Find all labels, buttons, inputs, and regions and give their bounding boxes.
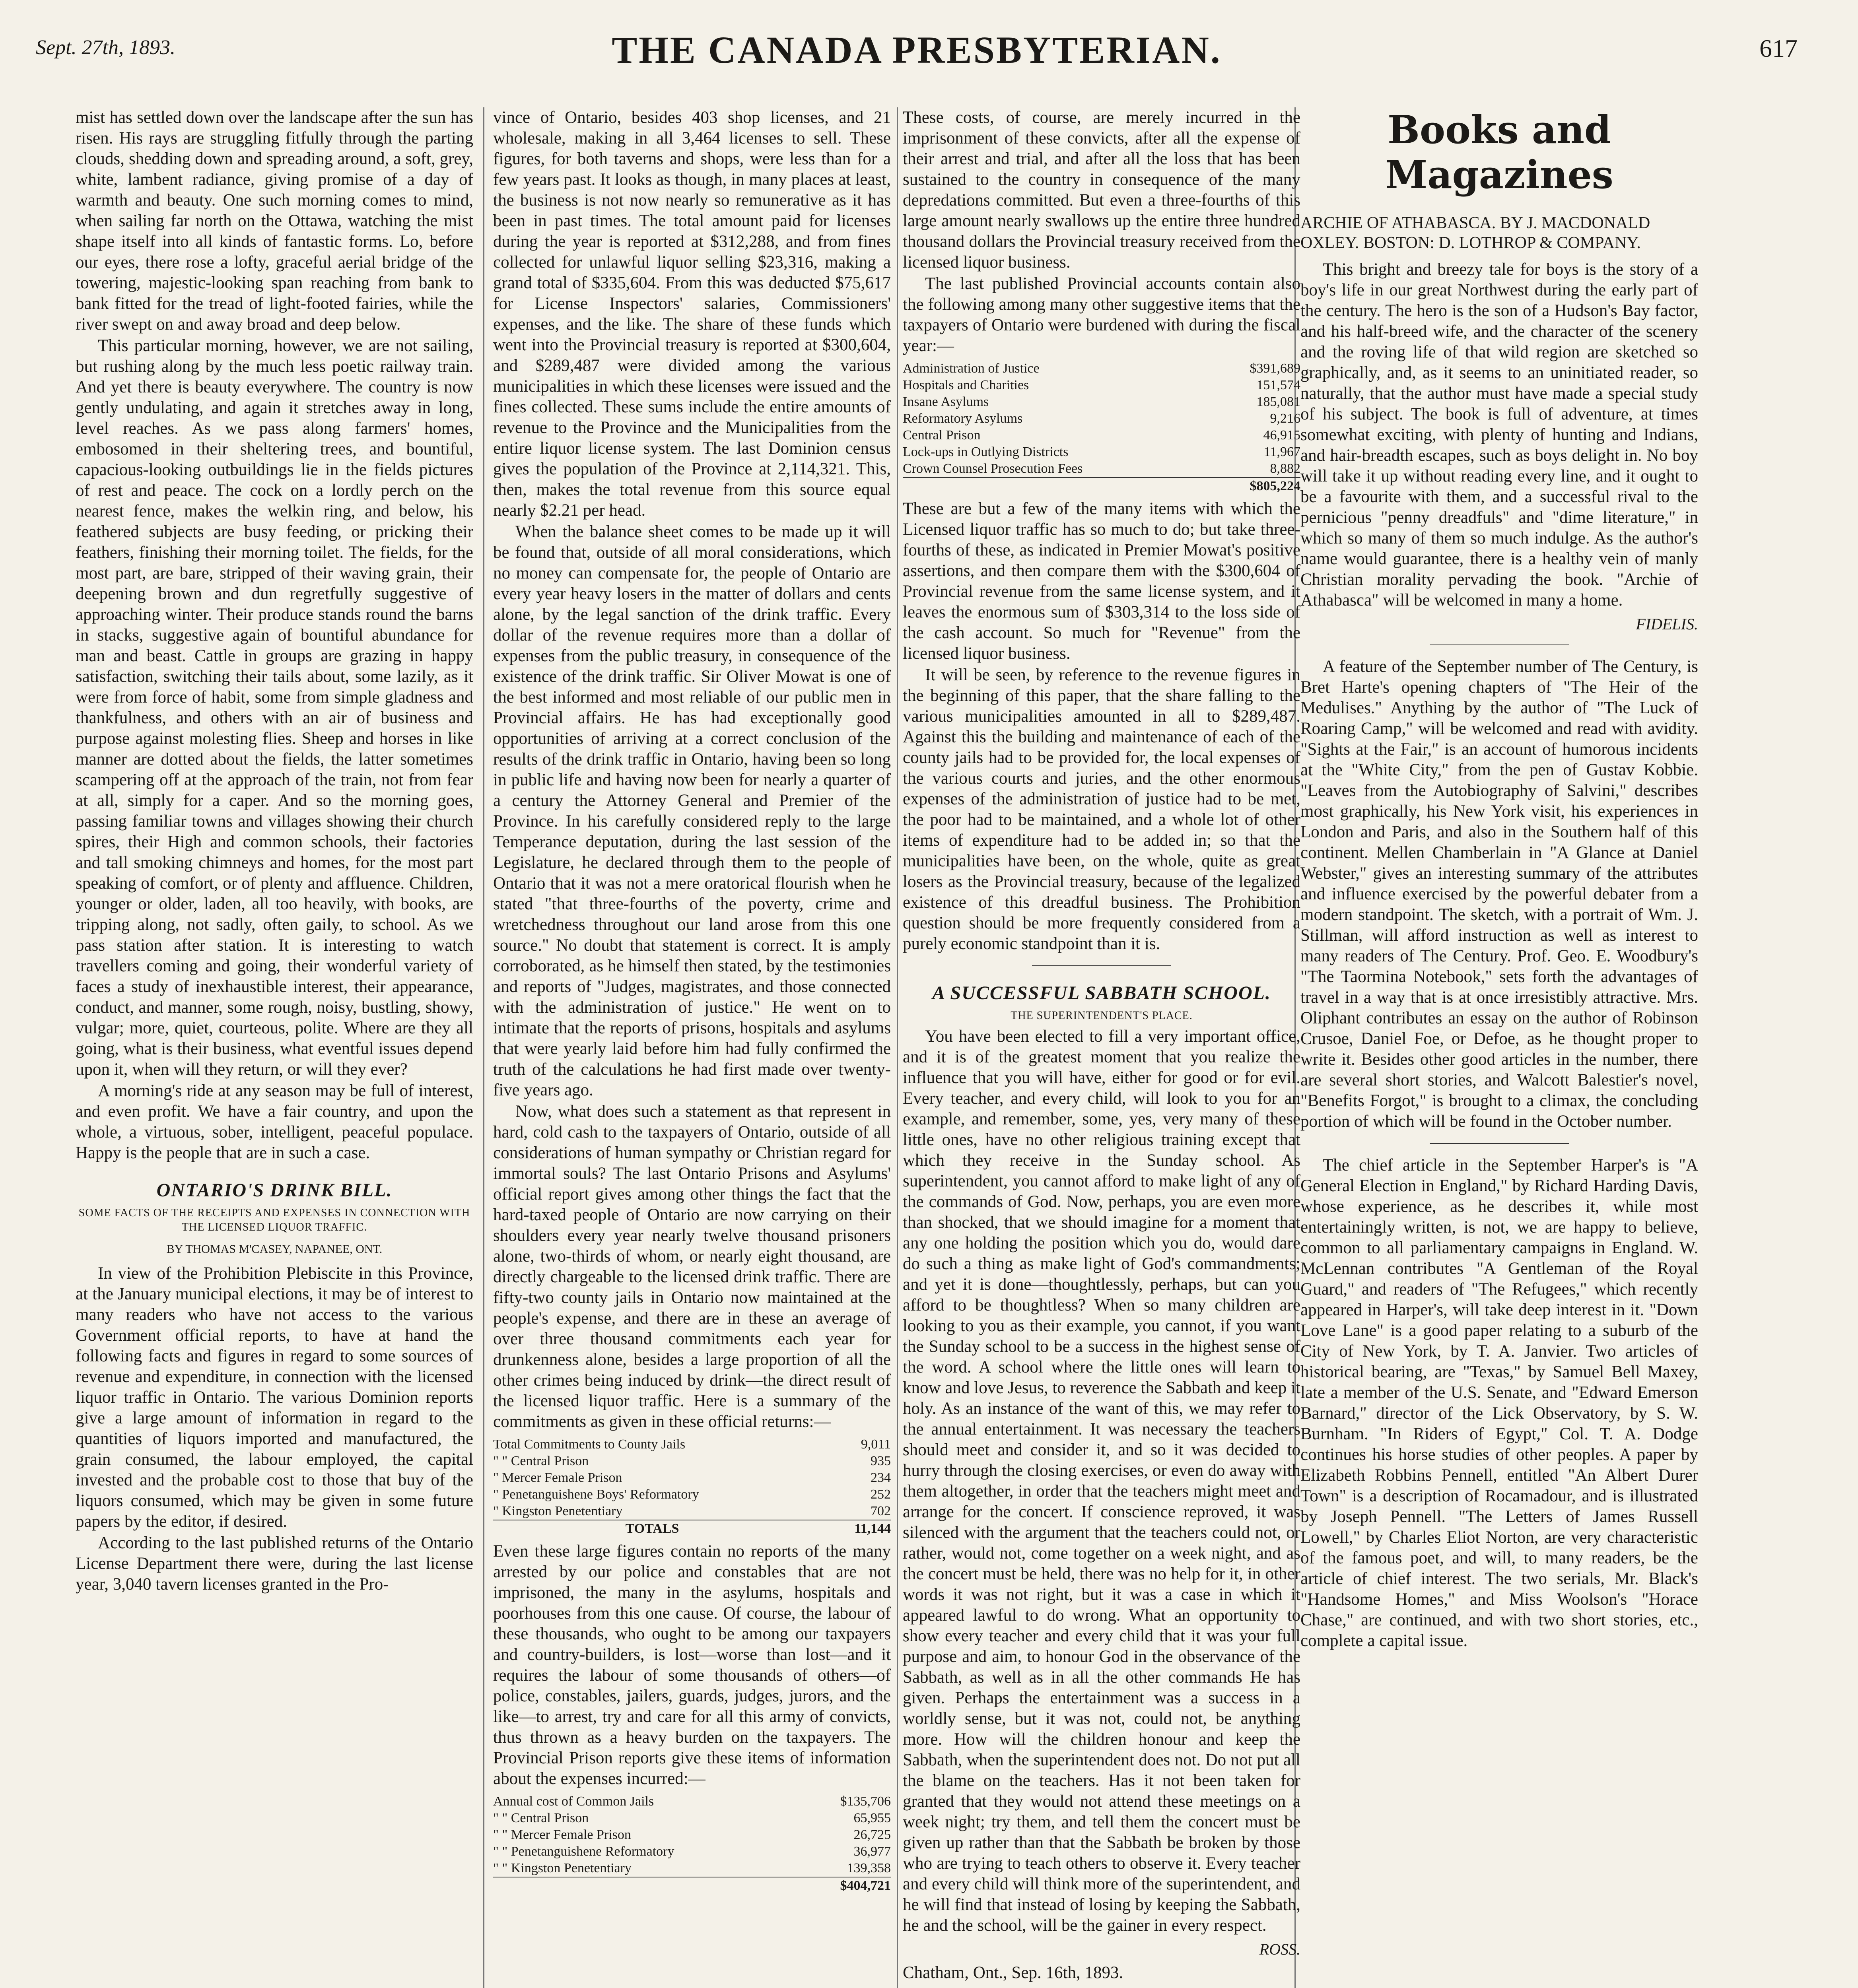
paragraph: According to the last published returns of the Ontario License Department there were, during the last license year, 3,040 tavern licenses granted in the Pro- bbox=[76, 1534, 473, 1594]
table-cell-amount: 65,955 bbox=[853, 1811, 891, 1825]
table-cell-label: Lock-ups in Outlying Districts bbox=[903, 445, 1069, 459]
newspaper-title: THE CANADA PRESBYTERIAN. bbox=[612, 29, 1222, 71]
article-signoff: Chatham, Ont., Sep. 16th, 1893. bbox=[903, 1963, 1123, 1982]
table-row bbox=[493, 1793, 891, 1810]
table-total-row bbox=[493, 1520, 891, 1537]
provincial-accounts-table bbox=[903, 360, 1300, 495]
table-cell-amount: $391,689 bbox=[1250, 361, 1300, 376]
divider bbox=[1032, 965, 1171, 966]
table-cell-amount: 9,011 bbox=[861, 1437, 891, 1452]
paragraph: These costs, of course, are merely incurred in the imprisonment of these convicts, after all the expense of their arrest and trial, and after all the loss that has been sustained to the country in consequence of the many depredations committed. But even a three-fourths of this large amount nearly swallows up the entire three hundred thousand dollars the Provincial treasury received from the licensed liquor business. bbox=[903, 108, 1300, 272]
paragraph: It will be seen, by reference to the revenue figures in the beginning of this paper, that the share falling to the various municipalities amounted in all to $289,487. Against this the building and maintenance of each of the county jails had to be provided for, the local expenses of the various courts and juries, and the other enormous expenses of the administration of justice had to be met, the poor had to be maintained, and a whole lot of other items of expenditure had to be added in; so that the municipalities have been, on the whole, quite as great losers as the Provincial treasury, because of the legalized existence of this dreadful business. The Prohibition question should be more frequently considered from a purely economic standpoint than it is. bbox=[903, 666, 1300, 953]
table-cell-amount: 139,358 bbox=[847, 1861, 891, 1875]
table-total-amount: $404,721 bbox=[811, 1877, 891, 1894]
table-cell-amount: 935 bbox=[871, 1454, 891, 1468]
table-cell-label: Insane Asylums bbox=[903, 394, 989, 409]
table-cell-label: Administration of Justice bbox=[903, 361, 1040, 376]
table-cell-amount: 36,977 bbox=[853, 1844, 891, 1859]
paragraph: This bright and breezy tale for boys is the story of a boy's life in our great Northwest during the early part of the century. The hero is the son of a Hudson's Bay factor, and his half-breed wife, and the character of the scenery and the roving life of that wild region are sketched so graphically, and, as it seems to an uninitiated reader, so naturally, that the author must have made a special study of his subject. The book is full of adventure, at times somewhat exciting, with plenty of hunting and Indians, and hair-breadth escapes, such as boys delight in. No boy will take it up without reading every line, and it ought to be a favourite with them, and a successful rival to the pernicious "penny dreadfuls" and "dime literature," in which so many of them so much indulge. As the author's name would guarantee, there is a healthy vein of manly Christian morality pervading the book. "Archie of Athabasca" will be welcomed in many a home. bbox=[1300, 260, 1698, 610]
divider bbox=[1430, 1143, 1569, 1144]
table-row bbox=[493, 1503, 891, 1520]
paragraph: Even these large figures contain no reports of the many arrested by our police and constables that are not imprisoned, the many in the asylums, hospitals and poorhouses from this one cause. Of course, the labour of these thousands, who ought to be among our taxpayers and country-builders, is lost—worse than lost—and it requires the labour of some thousands of others—of police, constables, jailers, guards, judges, jurors, and the like—to arrest, try and care for all this army of convicts, thus thrown as a heavy burden on the taxpayers. The Provincial Prison reports give these items of information about the expenses incurred:— bbox=[493, 1542, 891, 1788]
expenses-table bbox=[493, 1793, 891, 1894]
table-row bbox=[903, 394, 1300, 410]
table-cell-label: " " Penetanguishene Reformatory bbox=[493, 1844, 674, 1859]
paragraph: vince of Ontario, besides 403 shop licenses, and 21 wholesale, making in all 3,464 licenses to sell. These figures, for both taverns and shops, were less than for a few years past. It looks as though, in many places at least, the business is not now nearly so remunerative as it has been in past times. The total amount paid for licenses during the year is reported at $312,288, and from fines collected for unlawful liquor selling $23,316, making a grand total of $335,604. From this was deducted $75,617 for License Inspectors' salaries, Commissioners' expenses, and the like. The share of these funds which went into the Provincial treasury is reported at $300,604, and $289,487 were divided among the various municipalities in which these licenses were issued and the fines collected. These sums include the entire amounts of revenue to the Province and the Municipalities from the entire liquor license system. The last Dominion census gives the population of the Province at 2,114,321. This, then, makes the total revenue from this source equal nearly $2.21 per head. bbox=[493, 108, 891, 520]
column-rule bbox=[483, 107, 484, 1988]
table-cell-label: Annual cost of Common Jails bbox=[493, 1794, 654, 1809]
page-number: 617 bbox=[1759, 34, 1798, 62]
article-title: ONTARIO'S DRINK BILL. bbox=[156, 1180, 393, 1201]
table-cell-label: " Mercer Female Prison bbox=[493, 1470, 622, 1485]
table-cell-label: Reformatory Asylums bbox=[903, 411, 1023, 426]
article-subtitle: SOME FACTS OF THE RECEIPTS AND EXPENSES IN CONNECTION WITH THE LICENSED LIQUOR TRAFFIC. bbox=[78, 1207, 470, 1233]
table-cell-label: Central Prison bbox=[903, 428, 981, 443]
table-row bbox=[903, 460, 1300, 478]
table-row bbox=[903, 360, 1300, 377]
table-row bbox=[493, 1453, 891, 1470]
paragraph: A feature of the September number of The Century, is Bret Harte's opening chapters of "The Heir of the Medulises." Anything by the author of "The Luck of Roaring Camp," will be welcomed and read with avidity. "Sights at the Fair," is an account of humorous incidents at the "White City," from the pen of Gustav Kobbie. "Leaves from the Autobiography of Salvini," describes most graphically, his New York visit, his experiences in London and Paris, and also in the Southern half of this continent. Mellen Chamberlain in "A Glance at Daniel Webster," gives an interesting summary of the attributes and influence exercised by the powerful debater from a modern standpoint. The sketch, with a portrait of Wm. J. Stillman, will afford instruction as well as interest to many readers of The Century. Prof. Geo. E. Woodbury's "The Taormina Notebook," sets forth the advantages of travel in a way that is at once irresistibly attractive. Mrs. Oliphant contributes an essay on the author of Robinson Crusoe, Daniel Foe, or Defoe, as he thought proper to write it. Besides other good articles in the number, there are several short stories, and Walcott Balestier's novel, "Benefits Forgot," is brought to a climax, the concluding portion of which will be found in the October number. bbox=[1300, 657, 1698, 1131]
table-cell-amount: 185,081 bbox=[1256, 394, 1300, 409]
book-heading: ARCHIE OF ATHABASCA. BY J. MACDONALD OXLEY. BOSTON: D. LOTHROP & COMPANY. bbox=[1300, 214, 1650, 252]
table-total-amount: $805,224 bbox=[1221, 478, 1300, 495]
section-title: Books and Magazines bbox=[1385, 107, 1613, 197]
paragraph: In view of the Prohibition Plebiscite in this Province, at the January municipal elections, it may be of interest to many readers who have not access to the various Government official reports, to have at hand the following facts and figures in regard to some sources of revenue and expenditure, in connection with the licensed liquor traffic in Ontario. The various Dominion reports give a large amount of information in regard to the quantities of liquors imported and manufactured, the grain consumed, the labour employed, the capital invested and the probable cost to those that buy of the liquors consumed, which may be given in some future papers by the editor, if desired. bbox=[76, 1264, 473, 1531]
table-cell-label: " " Central Prison bbox=[493, 1454, 589, 1468]
column-1 bbox=[76, 107, 473, 1988]
table-row bbox=[903, 427, 1300, 444]
masthead bbox=[36, 16, 1798, 76]
article-title: A SUCCESSFUL SABBATH SCHOOL. bbox=[932, 982, 1271, 1004]
table-cell-label: Hospitals and Charities bbox=[903, 378, 1029, 392]
article-subtitle: THE SUPERINTENDENT'S PLACE. bbox=[1011, 1010, 1193, 1022]
table-row bbox=[493, 1486, 891, 1503]
table-cell-amount: 234 bbox=[871, 1470, 891, 1485]
table-total-label: TOTALS bbox=[493, 1520, 811, 1537]
table-cell-amount: 702 bbox=[871, 1504, 891, 1518]
table-cell-label: Crown Counsel Prosecution Fees bbox=[903, 461, 1083, 476]
table-row bbox=[493, 1860, 891, 1877]
table-row bbox=[903, 377, 1300, 394]
table-cell-amount: $135,706 bbox=[840, 1794, 891, 1809]
table-total-row bbox=[903, 478, 1300, 495]
article-byline: BY THOMAS M'CASEY, NAPANEE, ONT. bbox=[166, 1242, 383, 1256]
paragraph: mist has settled down over the landscape after the sun has risen. His rays are struggling fitfully through the parting clouds, shedding down and spreading around, a soft, grey, white, lambent radiance, giving promise of a day of warmth and beauty. One such morning comes to mind, when sailing far north on the Ottawa, watching the mist shape itself into all kinds of fantastic forms. Lo, before our eyes, there rose a lofty, graceful aerial bridge of the towering, majestic-looking span reaching from bank to bank fitted for the tread of light-footed fairies, while the river swept on and away broad and deep below. bbox=[76, 108, 473, 334]
paragraph: A morning's ride at any season may be full of interest, and even profit. We have a fair country, and upon the whole, a virtuous, sober, intelligent, peaceful populace. Happy is the people that are in such a case. bbox=[76, 1081, 473, 1162]
table-cell-amount: 151,574 bbox=[1256, 378, 1300, 392]
issue-date: Sept. 27th, 1893. bbox=[36, 36, 175, 59]
column-3 bbox=[903, 107, 1300, 1988]
table-cell-amount: 11,967 bbox=[1263, 445, 1300, 459]
review-signature: FIDELIS. bbox=[1636, 615, 1698, 633]
paragraph: Now, what does such a statement as that represent in hard, cold cash to the taxpayers of Ontario, outside of all considerations of human sympathy or Christian regard for immortal souls? The last Ontario Prisons and Asylums' official report gives among other things the fact that the hard-taxed people of Ontario are now carrying on their shoulders every year nearly twelve thousand prisoners alone, two-thirds of whom, or nearly eight thousand, are directly chargeable to the licensed drink traffic. There are fifty-two county jails in Ontario now maintained at the people's expense, and there are in these an average of over three thousand commitments each year for drunkenness alone, besides a large proportion of all the other crimes being induced by drink—the direct result of the licensed liquor traffic. Here is a summary of the commitments as given in these official returns:— bbox=[493, 1102, 891, 1431]
paragraph: This particular morning, however, we are not sailing, but rushing along by the much less poetic railway train. And yet there is beauty everywhere. The country is now gently undulating, and again it stretches away in long, level reaches. As we pass along farmers' homes, embosomed in their sheltering trees, and bountiful, capacious-looking outbuildings lie in the fields pictures of rest and peace. The cock on a lordly perch on the nearest fence, makes the welkin ring, and below, his feathered subjects are busy feeding, or pricking their feathers, finishing their morning toilet. The fields, for the most part, are bare, stripped of their waving grain, their deepening brown and dun regretfully suggestive of approaching winter. Their produce stands round the barns in stacks, suggestive again of bountiful abundance for man and beast. Cattle in groups are grazing in happy satisfaction, switching their tails about, some lazily, as it were from force of habit, some from simple gladness and thankfulness, and others with an air of business and purpose against molesting flies. Sheep and horses in like manner are dotted about the fields, the latter sometimes scampering off at the approach of the train, not from fear at all, simply for a caper. And so the morning goes, passing familiar towns and villages showing their church spires, their High and common schools, their factories and tall smoking chimneys and homes, for the most part speaking of comfort, or of plenty and affluence. Children, younger or older, laden, all too heavily, with books, are tripping along, not sadly, often gaily, to school. As we pass station after station. It is interesting to watch travellers coming and going, their wonderful variety of faces a study of inexhaustible interest, their appearance, conduct, and manner, some rough, noisy, bustling, showy, vulgar; more, quiet, courteous, polite. Where are they all going, what is their business, what eventful issues depend upon it, when will they return, or will they ever? bbox=[76, 336, 473, 1079]
table-cell-amount: 46,915 bbox=[1263, 428, 1300, 443]
table-cell-label: Total Commitments to County Jails bbox=[493, 1437, 686, 1452]
table-cell-amount: 9,216 bbox=[1270, 411, 1300, 426]
table-row bbox=[903, 410, 1300, 427]
table-cell-label: " " Central Prison bbox=[493, 1811, 589, 1825]
table-row bbox=[493, 1843, 891, 1860]
table-row bbox=[493, 1827, 891, 1843]
commitments-table bbox=[493, 1436, 891, 1537]
table-cell-amount: 252 bbox=[871, 1487, 891, 1502]
table-row bbox=[493, 1810, 891, 1827]
column-4 bbox=[1300, 107, 1698, 1988]
paragraph: The last published Provincial accounts contain also the following among many other suggestive items that the taxpayers of Ontario were burdened with during the fiscal year:— bbox=[903, 274, 1300, 355]
table-total-amount: 11,144 bbox=[811, 1520, 891, 1537]
paragraph: You have been elected to fill a very important office, and it is of the greatest moment that you realize the influence that you will have, either for good or for evil. Every teacher, and every child, will look to you for an example, and remember, some, yes, very many of these little ones, have no other religious training except that which they receive in the Sunday school. As superintendent, you cannot afford to make light of any of the commands of God. Now, perhaps, you are even more than shocked, that we should imagine for a moment that any one holding the position which you do, would dare do such a thing as make light of God's commandments; and yet it is done—thoughtlessly, perhaps, but can you afford to be thoughtless? When so many children are looking to you as their example, you cannot, if you want the Sunday school to be a success in the highest sense of the word. A school where the little ones will learn to know and love Jesus, to reverence the Sabbath and keep it holy. As an instance of the want of this, we may refer to the annual entertainment. It was necessary the teachers should meet and consider it, and so it was decided to hurry through the closing exercises, or even do away with them altogether, in order that the teachers might meet and arrange for the concert. If conscience reproved, it was silenced with the argument that the teachers could not, or rather, would not, come together on a week night, and as the concert must be held, there was no help for it, in other words it was not right, but it was a case in which it appeared lawful to do wrong. What an opportunity to show every teacher and every child that it was your full purpose and aim, to honour God in the observance of the Sabbath, as well as in all the other commands He has given. Perhaps the entertainment was a success in a worldly sense, but it was not, could not, be anything more. How will the children honour and keep the Sabbath, when the superintendent does not. Do not put all the blame on the teachers. Has it not been taken for granted that they would not attend these meetings on a week night; try them, and tell them the concert must be given up rather than that the Sabbath be broken by those who are trying to teach others to observe it. Every teacher and every child will think more of the superintendent, and he will find that instead of losing by keeping the Sabbath, he and the school, will be the gainer in every respect. bbox=[903, 1027, 1300, 1935]
table-row bbox=[903, 444, 1300, 460]
table-cell-amount: 26,725 bbox=[853, 1827, 891, 1842]
table-cell-amount: 8,882 bbox=[1270, 461, 1300, 476]
paragraph: When the balance sheet comes to be made up it will be found that, outside of all moral considerations, which no money can compensate for, the people of Ontario are every year heavy losers in the matter of dollars and cents alone, by the legal sanction of the drink traffic. Every dollar of the revenue requires more than a dollar of expenses from the public treasury, in consequence of the existence of the drink traffic. Sir Oliver Mowat is one of the best informed and most reliable of our public men in Provincial affairs. He has had exceptionally good opportunities of arriving at a correct conclusion of the results of the drink traffic in Ontario, having been so long in public life and having now been for nearly a quarter of a century the Attorney General and Premier of the Province. In his carefully considered reply to the large Temperance deputation, during the last session of the Legislature, he declared through them to the people of Ontario that it was not a mere oratorical flourish when he stated "that three-fourths of the poverty, crime and wretchedness throughout our land arose from this one source." No doubt that statement is correct. It is amply corroborated, as he himself then stated, by the testimonies and reports of "Judges, magistrates, and those connected with the administration of justice." He went on to intimate that the reports of prisons, hospitals and asylums that were yearly laid before him had fully confirmed the truth of the calculations he had first made over twenty-five years ago. bbox=[493, 522, 891, 1099]
paragraph: These are but a few of the many items with which the Licensed liquor traffic has so much to do; but take three-fourths of these, as indicated in Premier Mowat's positive assertions, and then compare them with the $300,604 of Provincial revenue from the same license system, and it leaves the enormous sum of $303,314 to the loss side of the cash account. So much for "Revenue" from the licensed liquor business. bbox=[903, 499, 1300, 663]
column-2 bbox=[493, 107, 891, 1988]
table-cell-label: " Penetanguishene Boys' Reformatory bbox=[493, 1487, 699, 1502]
table-row bbox=[493, 1436, 891, 1453]
article-signature: ROSS. bbox=[1259, 1940, 1300, 1958]
table-cell-label: " Kingston Penetentiary bbox=[493, 1504, 623, 1518]
table-total-row bbox=[493, 1877, 891, 1894]
table-cell-label: " " Kingston Penetentiary bbox=[493, 1861, 632, 1875]
table-row bbox=[493, 1470, 891, 1486]
table-cell-label: " " Mercer Female Prison bbox=[493, 1827, 631, 1842]
paragraph: The chief article in the September Harper's is "A General Election in England," by Richard Harding Davis, whose experience, as he describes it, while most entertainingly written, is not, we are happy to believe, common to all parliamentary campaigns in England. W. McLennan contributes "A Gentleman of the Royal Guard," and readers of "The Refugees," which recently appeared in Harper's, will take deep interest in it. "Down Love Lane" is a good paper relating to a suburb of the City of New York, by T. A. Janvier. Two articles of historical bearing, are "Texas," by Samuel Bell Maxey, late a member of the U.S. Senate, and "Edward Emerson Barnard," director of the Lick Observatory, by S. W. Burnham. "In Riders of Egypt," Col. T. A. Dodge continues his horse studies of other peoples. A paper by Elizabeth Robbins Pennell, entitled "An Albert Durer Town" is a description of Rocamadour, and is illustrated by Joseph Pennell. "The Letters of James Russell Lowell," by Charles Eliot Norton, are very characteristic of the famous poet, and will, to many readers, be the article of chief interest. The two serials, Mr. Black's "Handsome Homes," and Miss Woolson's "Horace Chase," are continued, and with two short stories, etc., complete a capital issue. bbox=[1300, 1156, 1698, 1650]
column-rule bbox=[897, 107, 898, 1988]
